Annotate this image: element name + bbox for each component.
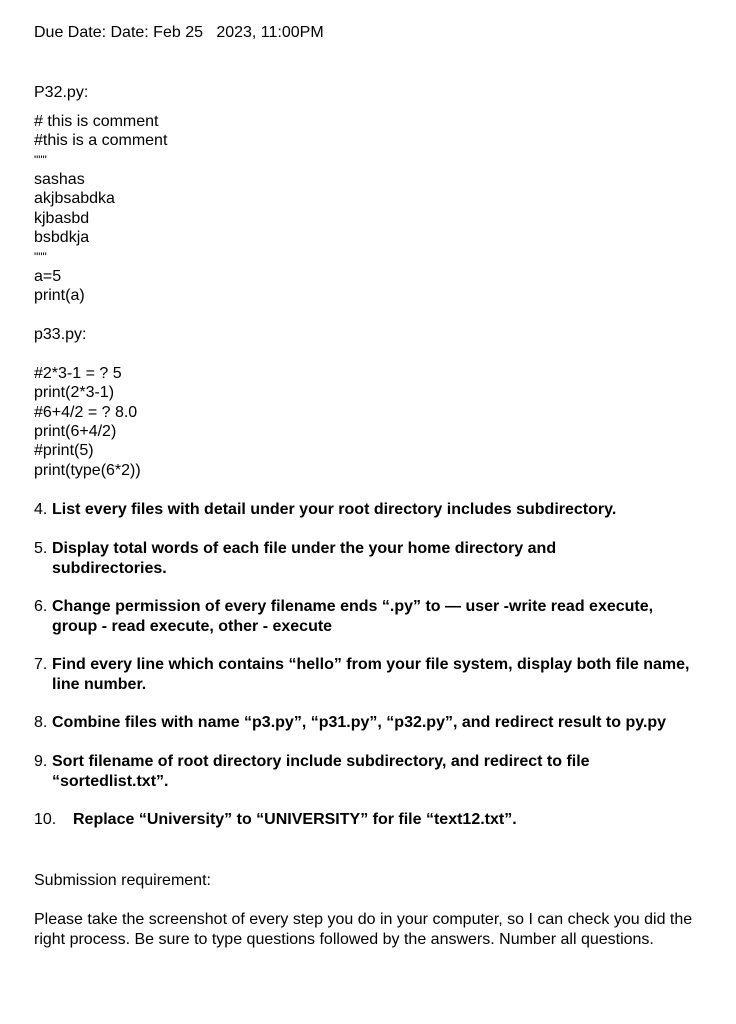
code-line: #2*3-1 = ? 5 [34,365,122,382]
question-9 [34,752,724,791]
question-text: Replace “University” to “UNIVERSITY” for file “text12.txt”. [73,811,517,828]
question-5 [34,539,724,578]
question-number: 8. [34,714,48,731]
question-number: 7. [34,656,48,673]
question-number: 6. [34,598,48,615]
question-number: 4. [34,501,48,518]
code-line: print(type(6*2)) [34,462,141,479]
code-line: """ [34,153,47,167]
code-line: print(a) [34,287,85,304]
code-line: """ [34,250,47,264]
question-text: Find every line which contains “hello” from your file system, display both file name, [52,656,690,673]
question-number: 5. [34,540,48,557]
code-line: print(2*3-1) [34,384,115,401]
question-6 [34,597,724,636]
question-text-continued: “sortedlist.txt”. [52,772,169,790]
question-number: 10. [34,811,57,828]
code-line: sashas [34,171,85,188]
question-text: Display total words of each file under the your home directory and [52,540,557,557]
file2-name: p33.py: [34,326,87,343]
file1-name: P32.py: [34,84,89,101]
due-date: Due Date: Date: Feb 25 2023, 11:00PM [34,24,324,41]
code-line: kjbasbd [34,210,90,227]
question-7 [34,655,724,694]
question-text: Sort filename of root directory include subdirectory, and redirect to file [52,753,590,770]
code-line: akjbsabdka [34,190,115,207]
code-line: # this is comment [34,113,159,130]
code-line: a=5 [34,268,62,285]
submission-body: Please take the screenshot of every step you do in your computer, so I can check you did the right process. Be sure to type questions followed by the answers. Number all questions. [34,911,693,948]
submission-heading: Submission requirement: [34,872,211,889]
question-text-continued: group - read execute, other - execute [52,617,333,635]
question-text-continued: subdirectories. [52,559,167,577]
question-text: Change permission of every filename ends “.py” to — user -write read execute, [52,598,654,615]
question-text: List every files with detail under your root directory includes subdirectory. [52,501,617,518]
question-10 [34,810,724,830]
code-line: print(6+4/2) [34,423,117,440]
question-number: 9. [34,753,48,770]
code-line: #6+4/2 = ? 8.0 [34,404,138,421]
code-line: bsbdkja [34,229,90,246]
question-text: Combine files with name “p3.py”, “p31.py”, “p32.py”, and redirect result to py.py [52,714,667,731]
code-line: #print(5) [34,442,94,459]
question-4 [34,500,724,520]
question-text-continued: line number. [52,675,147,693]
question-8 [34,713,724,733]
code-line: #this is a comment [34,132,168,149]
